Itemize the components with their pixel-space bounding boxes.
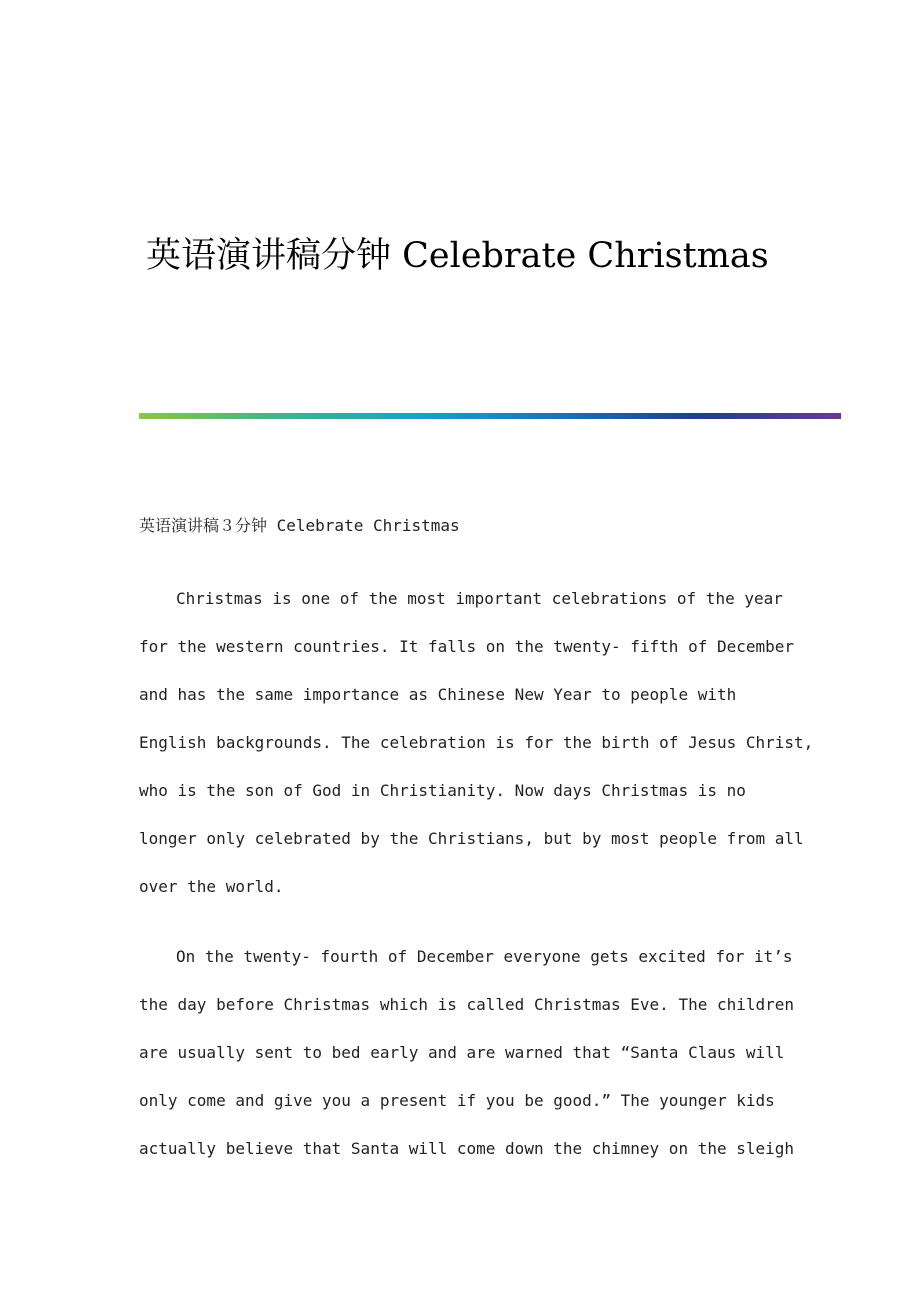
document-title: 英语演讲稿分钟 Celebrate Christmas	[146, 236, 769, 276]
paragraph-line: actually believe that Santa will come down the chimney on the sleigh	[139, 1139, 795, 1158]
paragraph-line: Christmas is one of the most important celebrations of the year	[176, 589, 783, 608]
paragraph-line: English backgrounds. The celebration is for the birth of Jesus Christ,	[139, 733, 814, 752]
paragraph-line: over the world.	[139, 877, 284, 896]
title-gradient-rule	[139, 413, 841, 419]
paragraph-line: are usually sent to bed early and are warned that “Santa Claus will	[139, 1043, 785, 1062]
paragraph-2	[139, 942, 794, 1182]
paragraph-line: who is the son of God in Christianity. Now days Christmas is no	[139, 781, 746, 800]
paragraph-line: for the western countries. It falls on the twenty- fifth of December	[139, 637, 795, 656]
paragraph-line: only come and give you a present if you be good.” The younger kids	[139, 1091, 775, 1110]
paragraph-line: On the twenty- fourth of December everyone gets excited for it’s	[176, 947, 793, 966]
paragraph-1	[139, 584, 813, 920]
document-subtitle: 英语演讲稿３分钟 Celebrate Christmas	[139, 516, 460, 535]
paragraph-line: longer only celebrated by the Christians, but by most people from all	[139, 829, 804, 848]
paragraph-line: and has the same importance as Chinese New Year to people with	[139, 685, 737, 704]
paragraph-line: the day before Christmas which is called Christmas Eve. The children	[139, 995, 795, 1014]
